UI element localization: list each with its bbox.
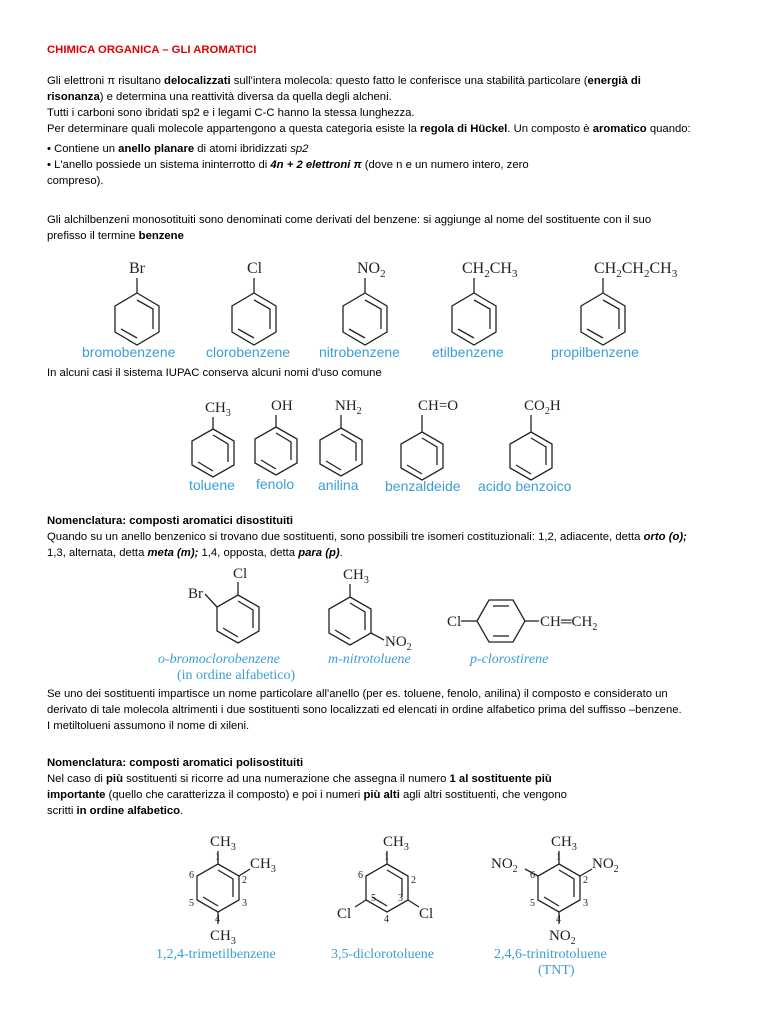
bullet-text: (dove n e un numero intero, zero [361, 159, 529, 171]
intro-bold: risonanza [47, 91, 100, 103]
intro-text: sull'intera molecola: questo fatto le conferisce una stabilità particolare ( [230, 75, 588, 87]
disubstituted-figure [0, 562, 768, 684]
substituent-label: $CH_3$ [205, 400, 231, 419]
compound-name: o-bromoclorobenzene [158, 652, 280, 667]
compound-name: toluene [189, 477, 235, 493]
note-text: I metiltolueni assumono il nome di xileni. [47, 720, 250, 732]
poly-bold: 1 al sostituente più [449, 773, 552, 785]
di-text: 1,4, opposta, detta [198, 547, 299, 559]
substituent-label: $CH_2CH_2CH_3$ [594, 260, 678, 280]
substituent-label: Cl [247, 260, 263, 277]
svg-text:4: 4 [215, 914, 220, 925]
svg-text:6: 6 [530, 870, 535, 881]
iupac-line: In alcuni casi il sistema IUPAC conserva alcuni nomi d'uso comune [47, 367, 382, 379]
disubstituted-section [47, 513, 737, 561]
intro-bold: aromatico [592, 123, 647, 135]
bullet-bold: anello planare [118, 143, 195, 155]
polysubstituted-section [47, 755, 737, 819]
note-text: Se uno dei sostituenti impartisce un nome particolare all'anello (per es. toluene, fenolo, anilina) il composto e considerato un [47, 688, 668, 700]
svg-text:1: 1 [215, 852, 220, 863]
svg-text:4: 4 [384, 914, 389, 925]
p-clorostirene-structure [447, 600, 597, 667]
substituent-label: $CH_3$ [343, 567, 369, 586]
substituent-label: $CH═CH_2$ [540, 614, 598, 633]
huckel-bullets [47, 141, 737, 189]
substituent-label: $CO_2H$ [524, 398, 561, 417]
bullet-italic: sp2 [290, 143, 309, 155]
poly-bold: in ordine alfabetico [76, 805, 181, 817]
substituent-label: $CH_2CH_3$ [462, 260, 518, 280]
svg-text:6: 6 [358, 870, 363, 881]
diclorotoluene-structure [331, 834, 434, 962]
intro-text: quando: [646, 123, 691, 135]
substituent-label: $NO_2$ [592, 856, 619, 875]
intro-text: ) e determina una reattività diversa da quella degli alcheni. [99, 91, 392, 103]
compound-name: 1,2,4-trimetilbenzene [156, 947, 276, 962]
compound-note: (in ordine alfabetico) [177, 668, 296, 683]
substituent-label: $NO_2$ [491, 856, 518, 875]
substituent-label: OH [271, 398, 293, 414]
svg-text:3: 3 [583, 898, 588, 909]
svg-text:2: 2 [583, 875, 588, 886]
etilbenzene-structure [432, 260, 518, 360]
intro-paragraph [47, 73, 737, 137]
substituent-label: $CH_3$ [383, 834, 409, 853]
di-text: 1,3, alternata, detta [47, 547, 148, 559]
svg-text:3: 3 [398, 893, 403, 904]
bullet-text: di atomi ibridizzati [194, 143, 291, 155]
poly-text: agli altri sostituenti, che vengono [399, 789, 567, 801]
compound-name: nitrobenzene [319, 344, 400, 360]
mono-text: prefisso il termine [47, 230, 139, 242]
svg-text:6: 6 [189, 870, 194, 881]
intro-text: . Un composto è [507, 123, 593, 135]
di-text: Quando su un anello benzenico si trovano due sostituenti, sono possibili tre isomeri costituzionali: 1,2, adiacente, detta [47, 531, 644, 543]
iupac-structures-figure [0, 390, 768, 498]
nitrobenzene-structure [319, 260, 400, 360]
svg-text:1: 1 [384, 852, 389, 863]
svg-text:4: 4 [556, 914, 561, 925]
trinitrotoluene-structure [491, 834, 619, 978]
compound-name: anilina [318, 477, 359, 493]
substituent-label: Br [188, 586, 203, 602]
substituent-label: $CH_3$ [210, 928, 236, 947]
substituent-label: $CH_3$ [210, 834, 236, 853]
compound-name: 2,4,6-trinitrotoluene [494, 947, 607, 962]
poly-bold: più [106, 773, 123, 785]
di-bold-italic: orto (o); [643, 531, 687, 543]
bullet-text: • L'anello possiede un sistema ininterrotto di [47, 159, 271, 171]
bromobenzene-structure [82, 260, 176, 360]
substituent-label: CH=O [418, 398, 459, 414]
o-bromoclorobenzene-structure [158, 566, 296, 683]
substituent-label: $CH_3$ [250, 856, 276, 875]
section-heading: Nomenclatura: composti aromatici polisostituiti [47, 757, 304, 769]
svg-text:1: 1 [556, 852, 561, 863]
mono-bold: benzene [138, 230, 184, 242]
disubstituted-note [47, 686, 737, 734]
compound-name: etilbenzene [432, 344, 504, 360]
compound-name: propilbenzene [551, 344, 639, 360]
substituent-label: Cl [337, 906, 352, 922]
svg-text:2: 2 [411, 875, 416, 886]
compound-name: fenolo [256, 476, 295, 492]
section-heading: Nomenclatura: composti aromatici disostituiti [47, 515, 294, 527]
di-bold-italic: meta (m); [147, 547, 199, 559]
intro-bold: regola di Hückel [420, 123, 508, 135]
bullet-bold: 4n + 2 elettroni π [270, 159, 362, 171]
bullet-text: compreso). [47, 175, 104, 187]
intro-text: Per determinare quali molecole appartengono a questa categoria esiste la [47, 123, 421, 135]
compound-name: m-nitrotoluene [328, 652, 411, 667]
anilina-structure [318, 398, 362, 493]
poly-bold: importante [47, 789, 106, 801]
poly-text: sostituenti si ricorre ad una numerazione che assegna il numero [122, 773, 450, 785]
substituent-label: Cl [419, 906, 434, 922]
page-title: CHIMICA ORGANICA – GLI AROMATICI [47, 44, 257, 56]
intro-bold: delocalizzati [164, 75, 231, 87]
mono-paragraph [47, 212, 737, 244]
substituent-label: $NO_2$ [385, 634, 412, 653]
svg-text:5: 5 [371, 893, 376, 904]
poly-bold: più alti [363, 789, 400, 801]
clorobenzene-structure [206, 260, 290, 360]
mono-structures-figure [0, 250, 768, 365]
compound-name: bromobenzene [82, 344, 176, 360]
m-nitrotoluene-structure [328, 567, 412, 667]
substituent-label: Cl [447, 614, 462, 630]
compound-name: clorobenzene [206, 344, 291, 360]
bullet-text: • Contiene un [47, 143, 119, 155]
compound-name: 3,5-diclorotoluene [331, 947, 435, 962]
polysubstituted-figure [0, 828, 768, 978]
fenolo-structure [255, 398, 297, 492]
compound-name: acido benzoico [478, 478, 572, 494]
trimetilbenzene-structure [156, 834, 276, 962]
poly-text: . [180, 805, 184, 817]
toluene-structure [189, 400, 235, 493]
compound-note: (TNT) [538, 963, 575, 978]
svg-text:5: 5 [189, 898, 194, 909]
svg-text:3: 3 [242, 898, 247, 909]
svg-text:2: 2 [242, 875, 247, 886]
propilbenzene-structure [551, 260, 678, 360]
substituent-label: Cl [233, 566, 248, 582]
acido-benzoico-structure [478, 398, 572, 494]
substituent-label: $NO_2$ [549, 928, 576, 947]
mono-text: Gli alchilbenzeni monosotituiti sono denominati come derivati del benzene: si aggiunge al nome del sostituente con il suo [47, 214, 652, 226]
poly-text: (quello che caratterizza il composto) e poi i numeri [105, 789, 364, 801]
substituent-label: $CH_3$ [551, 834, 577, 853]
intro-text: Tutti i carboni sono ibridati sp2 e i legami C-C hanno la stessa lunghezza. [47, 107, 415, 119]
intro-text: Gli elettroni π risultano [47, 75, 165, 87]
svg-text:5: 5 [530, 898, 535, 909]
compound-name: p-clorostirene [470, 652, 549, 667]
poly-text: scritti [47, 805, 77, 817]
benzaldeide-structure [385, 398, 461, 494]
di-text: . [339, 547, 343, 559]
substituent-label: Br [129, 260, 145, 277]
substituent-label: $NH_2$ [335, 398, 362, 417]
di-bold-italic: para (p) [298, 547, 340, 559]
compound-name: benzaldeide [385, 478, 461, 494]
note-text: derivato di tale molecola altrimenti i due sostituenti sono localizzati ed elencati in ordine alfabetico prima del suffisso –benzene. [47, 704, 682, 716]
intro-bold: energià di [587, 75, 641, 87]
poly-text: Nel caso di [47, 773, 107, 785]
substituent-label: $NO_2$ [357, 260, 386, 280]
